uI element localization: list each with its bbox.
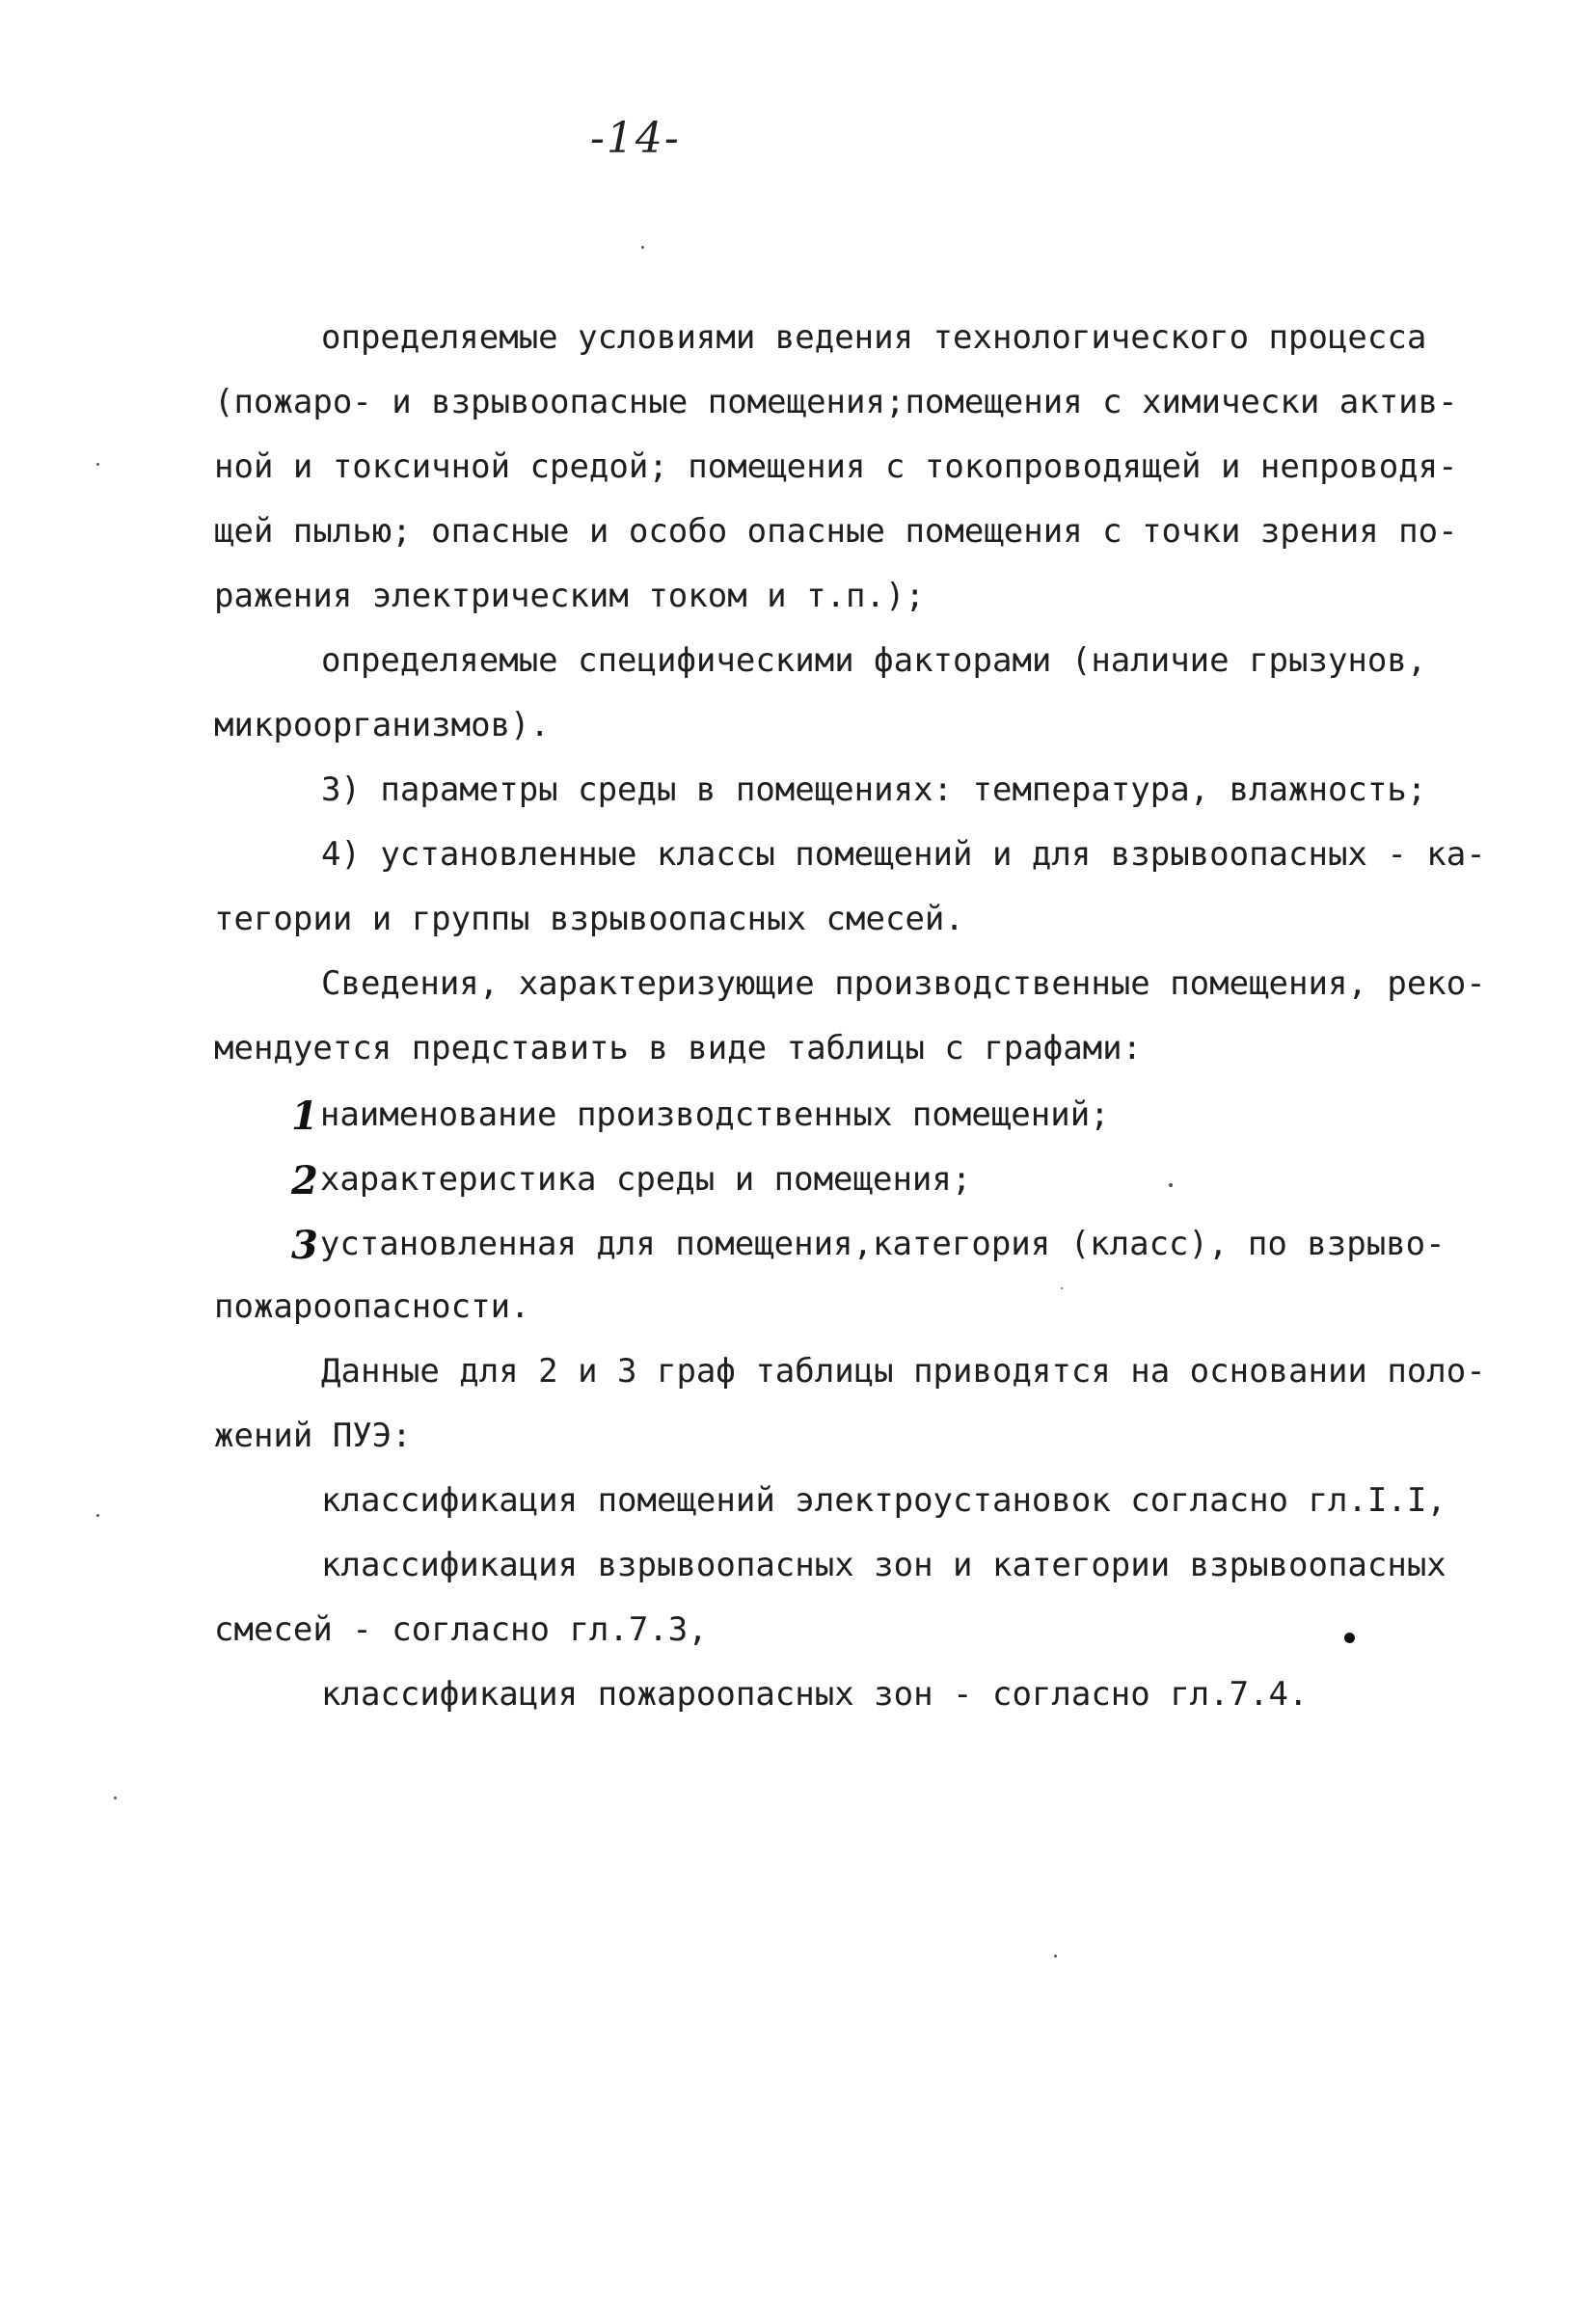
scan-speck xyxy=(96,1514,99,1517)
scan-speck xyxy=(96,463,99,466)
text-line: ной и токсичной средой; помещения с токопроводящей и непроводя- xyxy=(214,447,1458,486)
list-item xyxy=(291,1223,1446,1268)
text-line: мендуется представить в виде таблицы с графами: xyxy=(214,1029,1143,1067)
text-line: определяемые условиями ведения технологического процесса xyxy=(321,318,1427,357)
list-item xyxy=(291,1158,972,1203)
text-line: 4) установленные классы помещений и для взрывоопасных - ка- xyxy=(321,835,1486,874)
text-line: микроорганизмов). xyxy=(214,706,550,744)
text-line: (пожаро- и взрывоопасные помещения;помещения с химически актив- xyxy=(214,383,1458,421)
list-item-text: наименование производственных помещений; xyxy=(319,1095,1110,1134)
text-line: смесей - согласно гл.7.3, xyxy=(214,1610,708,1649)
scan-speck xyxy=(114,1797,117,1799)
scan-speck xyxy=(1054,1955,1057,1958)
scan-speck xyxy=(641,246,644,249)
text-line: тегории и группы взрывоопасных смесей. xyxy=(214,900,964,938)
text-line: классификация взрывоопасных зон и категории взрывоопасных xyxy=(321,1546,1446,1584)
text-line: щей пылью; опасные и особо опасные помещения с точки зрения по- xyxy=(214,512,1458,551)
list-marker: 3 xyxy=(291,1223,318,1268)
text-line: классификация пожароопасных зон - согласно гл.7.4. xyxy=(321,1675,1309,1714)
scan-speck xyxy=(1169,1183,1173,1187)
list-item-text: характеристика среды и помещения; xyxy=(319,1160,972,1199)
list-item xyxy=(291,1094,1110,1139)
page-number: -14- xyxy=(590,114,681,163)
text-line: жений ПУЭ: xyxy=(214,1417,412,1455)
text-line: Сведения, характеризующие производственные помещения, реко- xyxy=(321,964,1486,1003)
text-line: классификация помещений электроустановок согласно гл.I.I, xyxy=(321,1481,1446,1520)
scan-speck xyxy=(1061,1287,1063,1289)
text-line: определяемые специфическими факторами (наличие грызунов, xyxy=(321,641,1427,680)
text-line: пожароопасности. xyxy=(214,1287,530,1326)
text-line: ражения электрическим током и т.п.); xyxy=(214,577,925,615)
list-item-text: установленная для помещения,категория (класс), по взрыво- xyxy=(319,1225,1446,1263)
text-line: 3) параметры среды в помещениях: температура, влажность; xyxy=(321,770,1427,809)
text-line: Данные для 2 и 3 граф таблицы приводятся на основании поло- xyxy=(321,1352,1486,1391)
list-marker: 1 xyxy=(291,1094,318,1139)
scan-speck xyxy=(1344,1633,1355,1643)
list-marker: 2 xyxy=(291,1158,318,1203)
